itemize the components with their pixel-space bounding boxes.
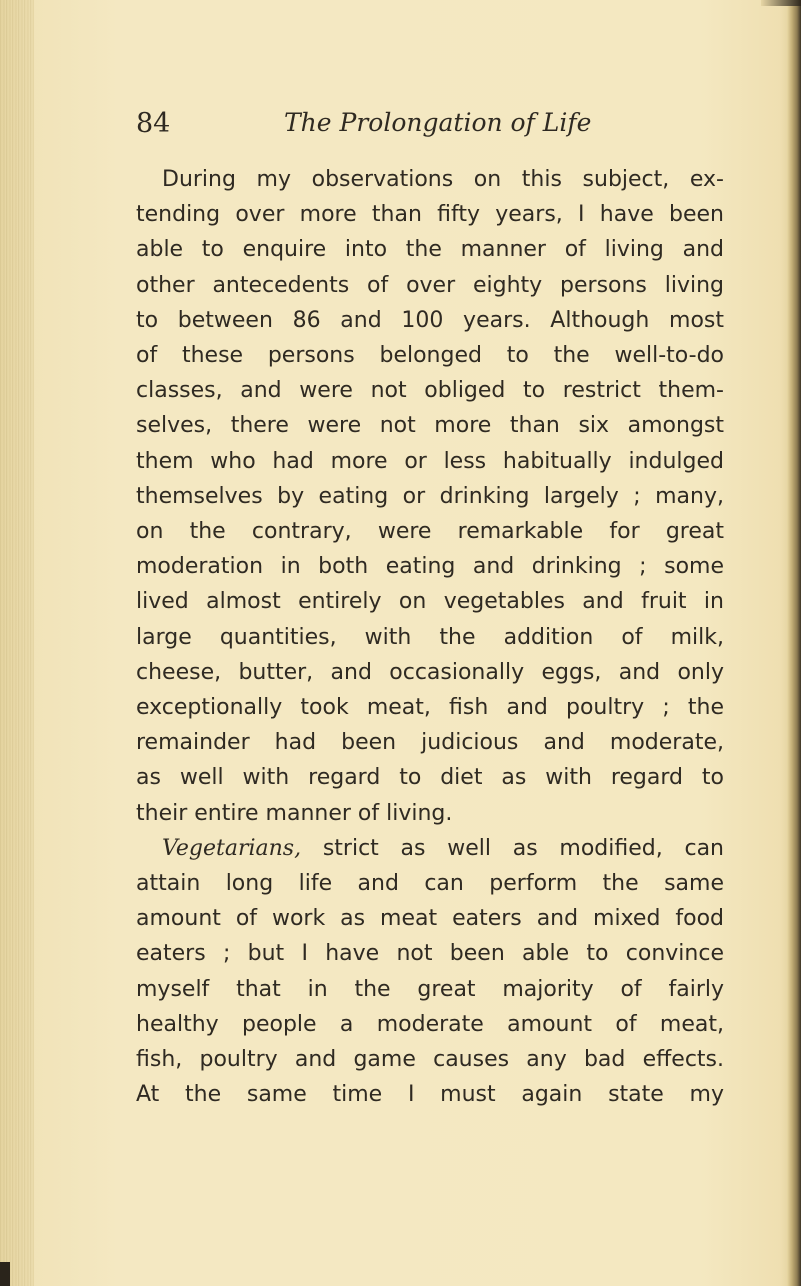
paragraph-1 bbox=[136, 162, 724, 831]
text-line: as well with regard to diet as with regard to bbox=[136, 765, 724, 791]
italic-term: Vegetarians, bbox=[162, 835, 302, 861]
text-line: lived almost entirely on vegetables and fruit in bbox=[136, 589, 724, 615]
text-line: myself that in the great majority of fairly bbox=[136, 976, 724, 1002]
page-edge bbox=[787, 0, 801, 1286]
text-line: remainder had been judicious and moderate, bbox=[136, 730, 724, 756]
text-line bbox=[136, 831, 724, 866]
text-line: selves, there were not more than six amongst bbox=[136, 413, 724, 439]
text-line: on the contrary, were remarkable for great bbox=[136, 519, 724, 545]
text-line: them who had more or less habitually indulged bbox=[136, 448, 724, 474]
text-line: At the same time I must again state my bbox=[136, 1082, 724, 1108]
text-line: their entire manner of living. bbox=[136, 800, 453, 826]
gutter-shadow bbox=[0, 1262, 10, 1286]
text-line: exceptionally took meat, fish and poultry ; the bbox=[136, 695, 724, 721]
text-line: tending over more than fifty years, I have been bbox=[136, 202, 724, 228]
text-line: attain long life and can perform the same bbox=[136, 871, 724, 897]
text-line: other antecedents of over eighty persons living bbox=[136, 272, 724, 298]
body-text bbox=[136, 162, 724, 1112]
text-line: to between 86 and 100 years. Although most bbox=[136, 307, 724, 333]
paragraph-2 bbox=[136, 831, 724, 1113]
page-number: 84 bbox=[136, 108, 171, 139]
text-line: eaters ; but I have not been able to convince bbox=[136, 941, 724, 967]
running-title: The Prolongation of Life bbox=[284, 108, 592, 137]
text-line: healthy people a moderate amount of meat, bbox=[136, 1011, 724, 1037]
text-line: moderation in both eating and drinking ; some bbox=[136, 554, 724, 580]
text-line: large quantities, with the addition of milk, bbox=[136, 624, 724, 650]
page-edge-corner bbox=[761, 0, 801, 6]
text-line: fish, poultry and game causes any bad effects. bbox=[136, 1047, 724, 1073]
text-line: classes, and were not obliged to restrict them- bbox=[136, 378, 724, 404]
text-line: able to enquire into the manner of living and bbox=[136, 237, 724, 263]
text-line: of these persons belonged to the well-to-do bbox=[136, 343, 724, 369]
text-line: amount of work as meat eaters and mixed food bbox=[136, 906, 724, 932]
text-line: themselves by eating or drinking largely ; many, bbox=[136, 483, 724, 509]
text-line: During my observations on this subject, ex- bbox=[162, 167, 724, 192]
binding-gutter bbox=[0, 0, 34, 1286]
page-header bbox=[136, 108, 726, 152]
text-fragment: strict as well as modified, can bbox=[301, 835, 724, 861]
text-line: cheese, butter, and occasionally eggs, and only bbox=[136, 659, 724, 685]
